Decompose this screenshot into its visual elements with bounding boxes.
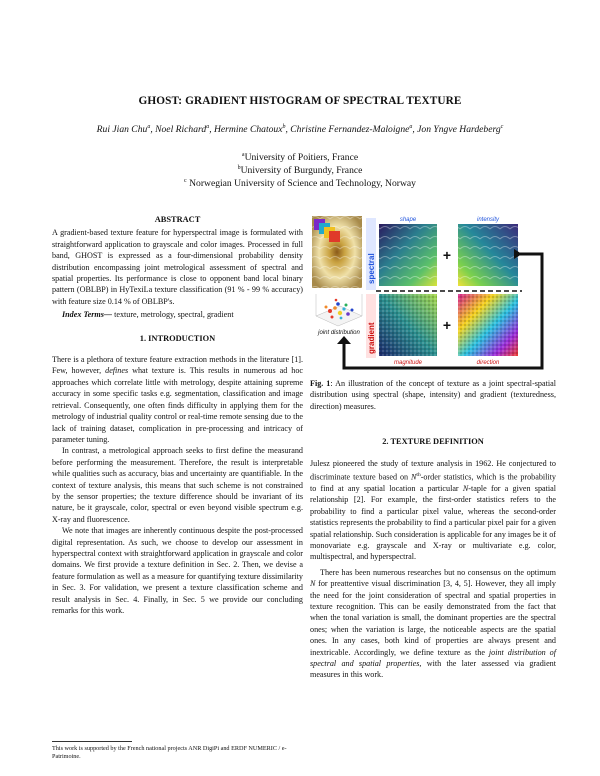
gradient-label: gradient <box>367 322 376 354</box>
footnote: This work is supported by the French national projects ANR DigiPi and ERDF NUMERIC / e-Patrimoine. <box>52 745 287 760</box>
affiliation: $^c$ Norwegian University of Science and Technology, Norway <box>184 178 416 190</box>
spectral-label: spectral <box>367 253 376 284</box>
intro-paragraph: In contrast, a metrological approach seeks to first define the measurand before performing the measurement. Therefore, the result is interpretable while qualities such as accuracy, bias and uncertainty are quantifiable. In the context of texture analysis, this means that such scheme is not constrained by the sensor properties; the texture difference should be invariant of its nature, be it grayscale, color, spectral or even beyond visible spectrum e.g. X-ray and fluorescence. <box>52 446 303 524</box>
magnitude-map-image <box>379 294 437 356</box>
right-column <box>310 436 556 681</box>
intro-paragraph: There is a plethora of texture feature extraction methods in the literature [1]. Few, however, defines what texture is. This results in numerous ad hoc approaches which correlate little with metrology, despite attaining supreme accuracy in some specific tasks e.g. segmentation, classification and image retrieval. Consequently, one often finds difficulty in applying them for the metrology of industrial quality control or real-time remote sensing due to the lack of training dataset, complication in pre-processing and intricacy of parameter tuning. <box>52 355 303 444</box>
direction-map-image <box>458 294 518 356</box>
joint-distribution-plot <box>316 294 362 326</box>
figure-caption: Fig. 1: An illustration of the concept of texture as a joint spectral-spatial distribution using spectral (shape, intensity) and gradient (texturedness, direction) measures. <box>310 379 556 411</box>
affiliation: $^b$University of Burgundy, France <box>237 165 363 177</box>
texture-definition-heading: 2. TEXTURE DEFINITION <box>382 437 484 446</box>
joint-distribution-label: joint distribution <box>318 330 360 336</box>
introduction-heading: 1. INTRODUCTION <box>139 333 216 343</box>
texture-paragraph: Julesz pioneered the study of texture analysis in 1962. He conjectured to discriminate texture based on $N^{th}$-order statistics, which is the probability to find at any spatial location a particular N-taple for a given spatial relationship [2]. For example, the first-order statistics refers to the probability to find a particular pixel value, whereas the second-order statistics represents the probability to find a particular pixel pair for a given spatial relationship. Such consideration is applicable for any images be it of monovariate e.g. grayscale and X-ray or multivariate e.g. color, multispectral, and hyperspectral. <box>310 459 556 562</box>
abstract-heading: ABSTRACT <box>154 215 201 224</box>
author: Christine Fernandez-Maloigne$^a$, <box>290 124 418 136</box>
texture-paragraph: There has been numerous researches but no consensus on the optimum N for preattentive visual discrimination [3, 4, 5]. However, they all imply the need for the joint consideration of spectral and spatial properties in texture recognition. This can be easily demonstrated from the fact that when the tonal variation is small, the dominant properties are the spectral ones; when the variation is large, the noticeable aspects are the spatial ones. In any cases, both kind of properties are always present and inextricable. Accordingly, we define texture as the joint distribution of spectral and spatial properties, with the later assessed via gradient measures in this work. <box>310 567 556 680</box>
direction-label: direction <box>476 360 500 366</box>
intensity-map-image <box>458 224 518 286</box>
author: Jon Yngve Hardeberg$^c$ <box>417 124 504 136</box>
affiliation: $^a$University of Poitiers, France <box>241 152 359 164</box>
index-terms: Index Terms— texture, metrology, spectral, gradient <box>62 310 234 320</box>
paper-title: GHOST: GRADIENT HISTOGRAM OF SPECTRAL TEXTURE <box>138 95 462 107</box>
shape-map-image <box>379 224 437 286</box>
footnote-rule <box>52 741 132 742</box>
magnitude-label: magnitude <box>393 360 423 366</box>
shape-label: shape <box>399 217 417 223</box>
plus-icon: + <box>442 317 452 333</box>
intro-paragraph: We note that images are inherently continuous despite the post-processed digital representation. As such, we choose to develop our assessment in hyperspectral context with straightforward application in grayscale and color domains. We first provide a texture definition in Sec. 2. Then, we devise a feature formulation as well as a measure for quantifying texture dissimilarity in Sec. 3. For validation, we present a texture classification scheme and result analysis in Sec. 4. Finally, in Sec. 5 we provide our concluding remarks for this work. <box>52 526 303 615</box>
intensity-label: intensity <box>476 217 500 223</box>
author-list <box>0 124 600 135</box>
author: Rui Jian Chu$^a$, <box>96 124 156 136</box>
author: Noel Richard$^a$, <box>155 124 214 136</box>
left-column <box>52 214 303 616</box>
figure-1 <box>310 214 554 372</box>
author: Hermine Chatoux$^b$, <box>213 124 291 136</box>
plus-icon: + <box>442 247 452 263</box>
abstract-text: A gradient-based texture feature for hyperspectral image is formulated with straightforward application to grayscale and color images. Processed in full band, GHOST is expressed as a four-dimensional probability density distribution encompassing joint metrological assessment of spectral and spatial properties. Its performance is close to opponent band local binary pattern (OBLBP) in HyTexiLa texture classification (91 % - 99 % accuracy) with feature size 0.14 % of OBLBP's. <box>52 228 303 306</box>
